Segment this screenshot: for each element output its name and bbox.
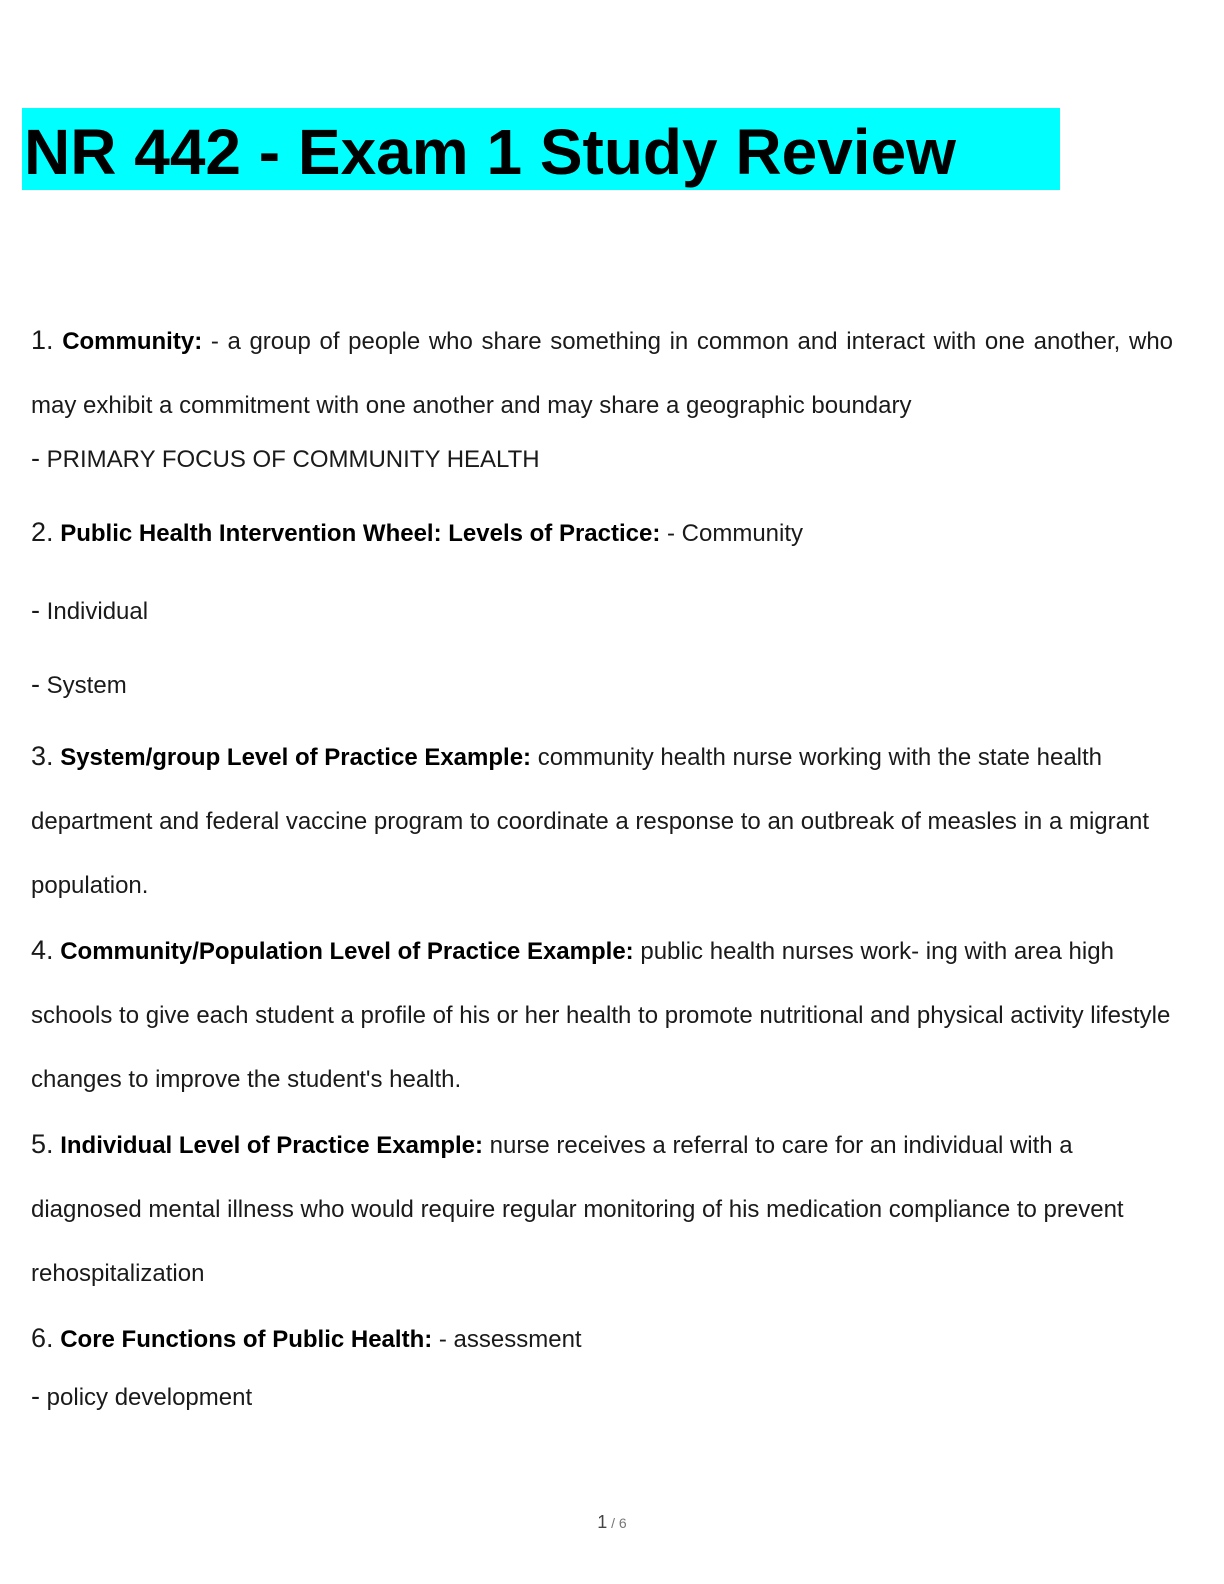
- current-page: 1: [597, 1512, 608, 1532]
- sub-item: - System: [31, 669, 127, 699]
- item-number: 2.: [31, 517, 54, 547]
- item-term: Individual Level of Practice Example:: [60, 1132, 484, 1159]
- sub-item-text: policy development: [46, 1384, 253, 1411]
- item-number: 4.: [31, 935, 54, 965]
- item-number: 1.: [31, 325, 54, 355]
- item-definition: - Community: [660, 520, 804, 547]
- list-item: [31, 1306, 1173, 1372]
- sub-item-text: Individual: [46, 598, 149, 625]
- sub-item: - policy development: [31, 1381, 253, 1411]
- item-term: Community/Population Level of Practice Example:: [60, 938, 634, 965]
- sub-item: - PRIMARY FOCUS OF COMMUNITY HEALTH: [31, 443, 540, 473]
- item-number: 3.: [31, 741, 54, 771]
- item-number: 5.: [31, 1129, 54, 1159]
- item-definition: - assessment: [432, 1326, 582, 1353]
- total-pages: / 6: [607, 1515, 627, 1531]
- list-item: [31, 918, 1173, 1112]
- study-review-content: [31, 308, 1173, 1450]
- item-definition: - a group of people who share something in common and interact with one another, who may exhibit a commitment with one another and may share a geographic boundary: [31, 328, 1174, 419]
- item-term: System/group Level of Practice Example:: [60, 744, 532, 771]
- item-term: Community:: [62, 328, 203, 355]
- item-definition: community health nurse working with the state health department and federal vaccine program to coordinate a response to an outbreak of measles in a migrant population.: [31, 744, 1149, 899]
- list-item: [31, 724, 1173, 918]
- sub-item-text: System: [46, 672, 127, 699]
- list-item: [31, 308, 1173, 438]
- sub-item-text: PRIMARY FOCUS OF COMMUNITY HEALTH: [46, 446, 540, 473]
- list-item: [31, 1112, 1173, 1306]
- page-title: NR 442 - Exam 1 Study Review: [24, 116, 956, 188]
- item-definition: public health nurses work- ing with area high schools to give each student a profile of his or her health to promote nutritional and physical activity lifestyle changes to improve the student's health.: [31, 938, 1171, 1093]
- page-indicator: [0, 1512, 1224, 1533]
- item-number: 6.: [31, 1323, 54, 1353]
- sub-item: - Individual: [31, 595, 149, 625]
- item-definition: nurse receives a referral to care for an individual with a diagnosed mental illness who would require regular monitoring of his medication compliance to prevent rehospitalization: [31, 1132, 1124, 1287]
- item-term: Public Health Intervention Wheel: Levels of Practice:: [60, 520, 661, 547]
- list-item: [31, 512, 1173, 590]
- item-term: Core Functions of Public Health:: [60, 1326, 433, 1353]
